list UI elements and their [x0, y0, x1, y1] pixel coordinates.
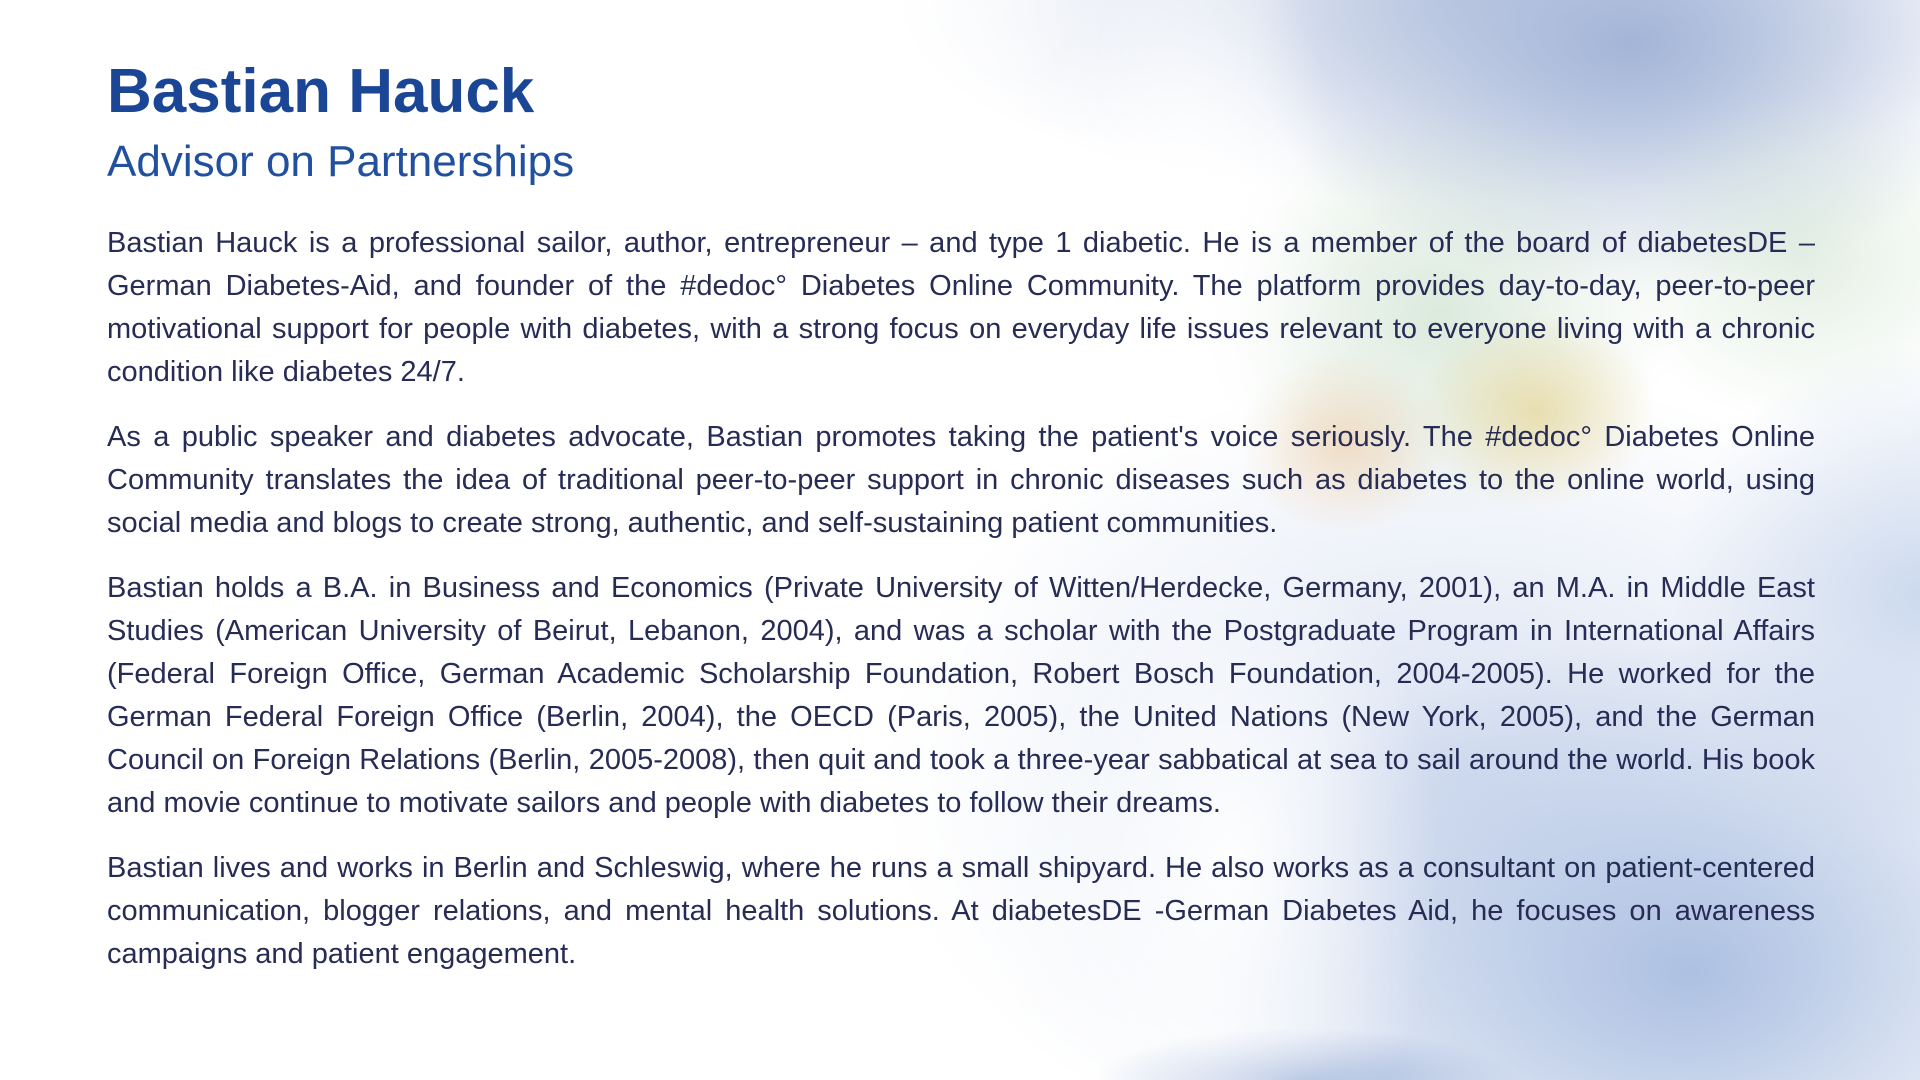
person-name: Bastian Hauck	[107, 57, 535, 126]
bio-page	[107, 0, 1815, 976]
bio-paragraph-4: Bastian lives and works in Berlin and Schleswig, where he runs a small shipyard. He also works as a consultant on patient-centered communication, blogger relations, and mental health solutions. At diabetesDE -German Diabetes Aid, he focuses on awareness campaigns and patient engagement.	[107, 852, 1815, 970]
bio-text	[107, 222, 1815, 976]
page-header	[107, 58, 1815, 188]
bio-paragraph-3: Bastian holds a B.A. in Business and Economics (Private University of Witten/Herdecke, Germany, 2001), an M.A. in Middle East Studies (American University of Beirut, Lebanon, 2004), and was a scholar with the Postgraduate Program in International Affairs (Federal Foreign Office, German Academic Scholarship Foundation, Robert Bosch Foundation, 2004-2005). He worked for the German Federal Foreign Office (Berlin, 2004), the OECD (Paris, 2005), the United Nations (New York, 2005), and the German Council on Foreign Relations (Berlin, 2005-2008), then quit and took a three-year sabbatical at sea to sail around the world. His book and movie continue to motivate sailors and people with diabetes to follow their dreams.	[107, 572, 1815, 819]
person-role: Advisor on Partnerships	[107, 137, 575, 186]
bio-paragraph-1: Bastian Hauck is a professional sailor, author, entrepreneur – and type 1 diabetic. He is a member of the board of diabetesDE – German Diabetes-Aid, and founder of the #dedoc° Diabetes Online Community. The platform provides day-to-day, peer-to-peer motivational support for people with diabetes, with a strong focus on everyday life issues relevant to everyone living with a chronic condition like diabetes 24/7.	[107, 227, 1815, 388]
bio-paragraph-2: As a public speaker and diabetes advocate, Bastian promotes taking the patient's voice seriously. The #dedoc° Diabetes Online Community translates the idea of traditional peer-to-peer support in chronic diseases such as diabetes to the online world, using social media and blogs to create strong, authentic, and self-sustaining patient communities.	[107, 421, 1815, 539]
